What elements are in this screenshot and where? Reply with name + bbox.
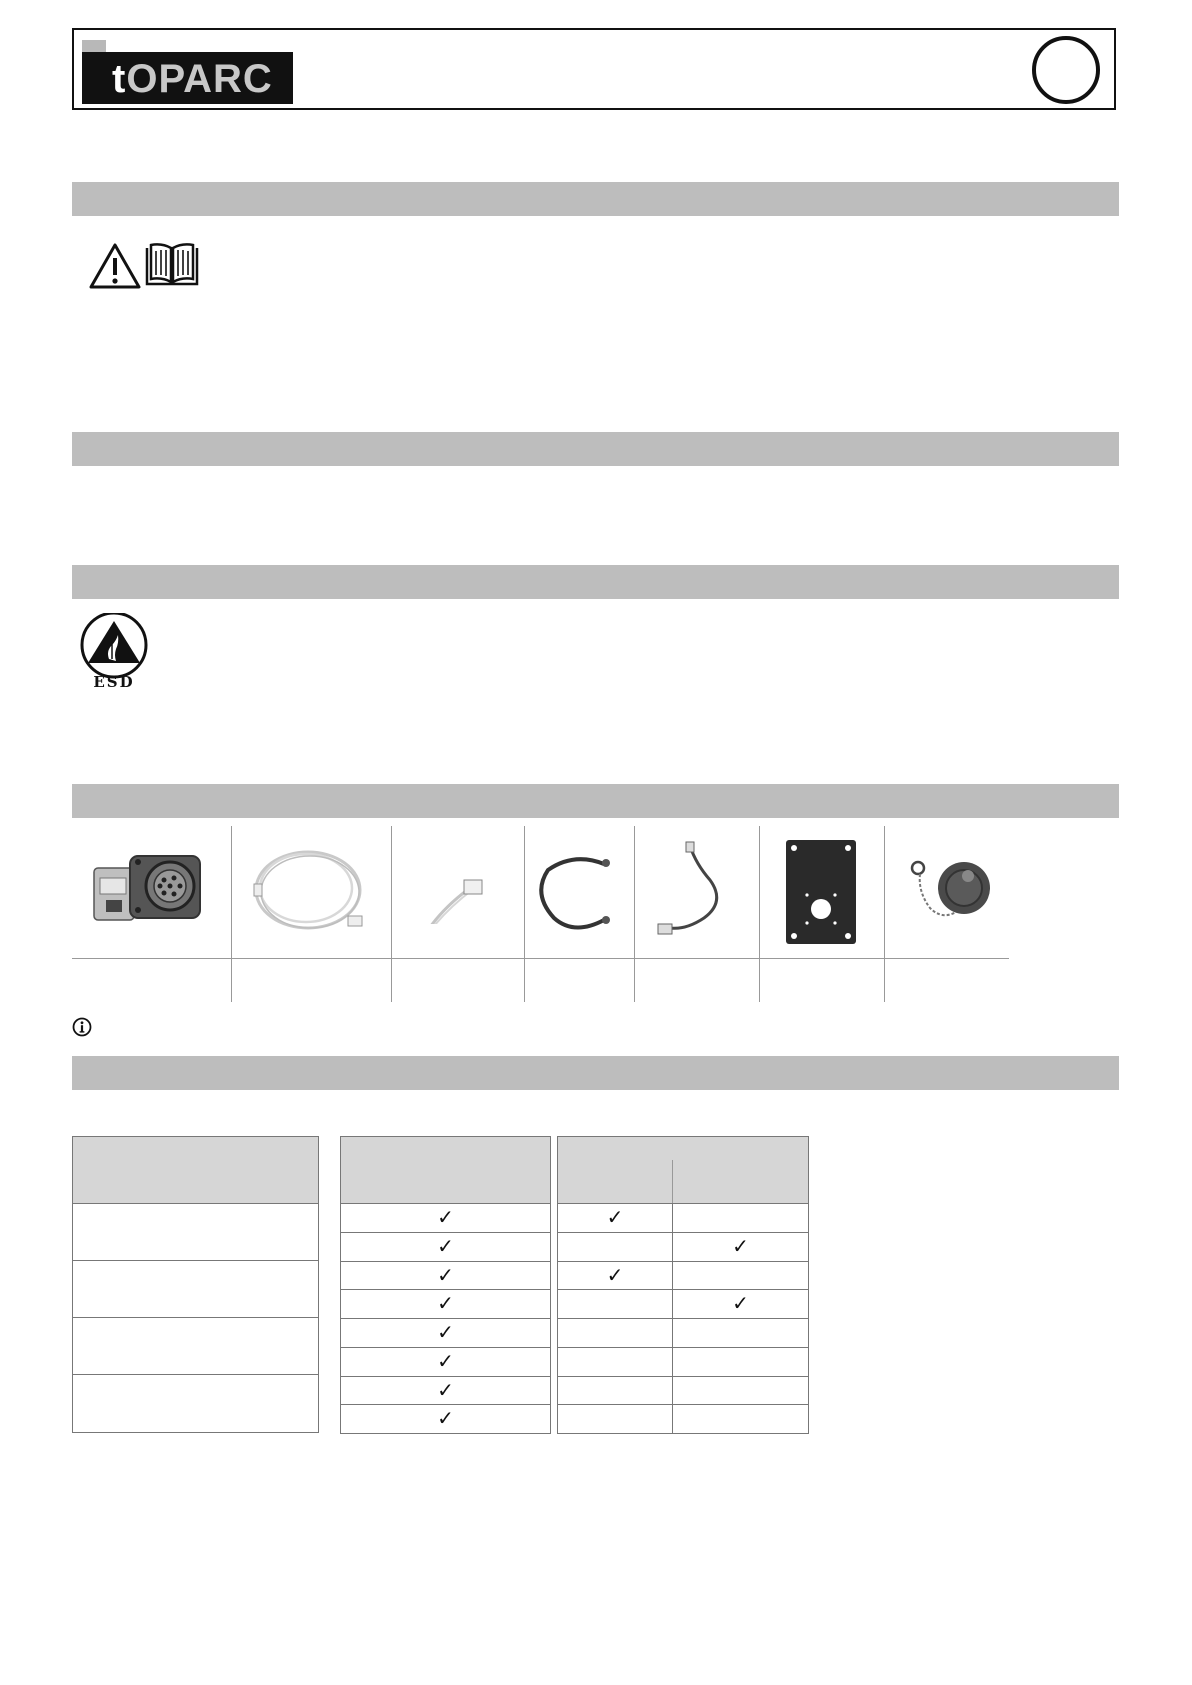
check-mark-col-b: ✓ <box>606 1205 624 1229</box>
section-bar-2 <box>72 432 1119 466</box>
warning-triangle-icon <box>88 242 142 290</box>
section-bar-compatibility <box>72 1056 1119 1090</box>
info-icon <box>72 1017 92 1037</box>
logo-letter-t: t <box>112 57 127 101</box>
divider <box>391 826 392 1002</box>
check-mark-col-a: ✓ <box>437 1233 454 1258</box>
table-cell-col-b <box>557 1232 673 1262</box>
ground-cable-icon <box>534 850 618 940</box>
esd-icon <box>76 613 156 689</box>
table-cell-col-b <box>557 1318 673 1348</box>
section-bar-safety <box>72 182 1119 216</box>
table-cell-col-b <box>557 1404 673 1434</box>
protective-cap-icon <box>908 856 992 932</box>
divider <box>524 826 525 1002</box>
table-cell-col-c <box>672 1376 809 1406</box>
table-cell-col-c <box>672 1261 809 1291</box>
open-book-icon <box>144 242 200 290</box>
wire-harness-coil-icon <box>250 842 370 938</box>
check-mark-col-a: ✓ <box>437 1406 454 1431</box>
check-mark-col-a: ✓ <box>437 1291 454 1316</box>
short-harness-icon <box>404 874 484 924</box>
esd-label: ESD <box>93 673 135 689</box>
mounting-plate-icon <box>784 838 858 946</box>
check-mark-col-a: ✓ <box>437 1348 454 1373</box>
language-circle <box>1032 36 1100 104</box>
check-mark-col-a: ✓ <box>437 1377 454 1402</box>
check-mark-col-b: ✓ <box>606 1262 624 1287</box>
check-mark-col-a: ✓ <box>437 1320 454 1344</box>
divider <box>759 826 760 1002</box>
table-cell-col-c <box>672 1404 809 1434</box>
table-group-cell <box>72 1374 319 1433</box>
table-cell-col-b <box>557 1289 673 1319</box>
section-bar-kit <box>72 784 1119 818</box>
table-header-label <box>72 1136 319 1204</box>
logo-letters: OPARC <box>126 57 273 101</box>
logo-text <box>112 56 273 102</box>
table-cell-col-c <box>672 1318 809 1348</box>
check-mark-col-c: ✓ <box>732 1291 749 1316</box>
check-mark-col-a: ✓ <box>437 1262 454 1287</box>
parts-divider-line <box>72 958 1009 959</box>
small-cable-icon <box>652 840 728 940</box>
table-group-cell <box>72 1260 319 1318</box>
divider <box>884 826 885 1002</box>
table-cell-col-c <box>672 1347 809 1377</box>
divider <box>634 826 635 1002</box>
table-header-col-bc <box>557 1136 809 1204</box>
check-mark-col-c: ✓ <box>732 1233 749 1258</box>
table-header-split <box>672 1160 673 1204</box>
divider <box>231 826 232 1002</box>
table-cell-col-b <box>557 1376 673 1406</box>
table-group-cell <box>72 1317 319 1375</box>
section-bar-esd <box>72 565 1119 599</box>
table-group-cell <box>72 1203 319 1261</box>
table-header-col-a <box>340 1136 551 1204</box>
table-cell-col-c <box>672 1203 809 1233</box>
table-cell-col-b <box>557 1347 673 1377</box>
check-mark-col-a: ✓ <box>437 1205 454 1229</box>
connector-pcb-icon <box>86 848 212 930</box>
